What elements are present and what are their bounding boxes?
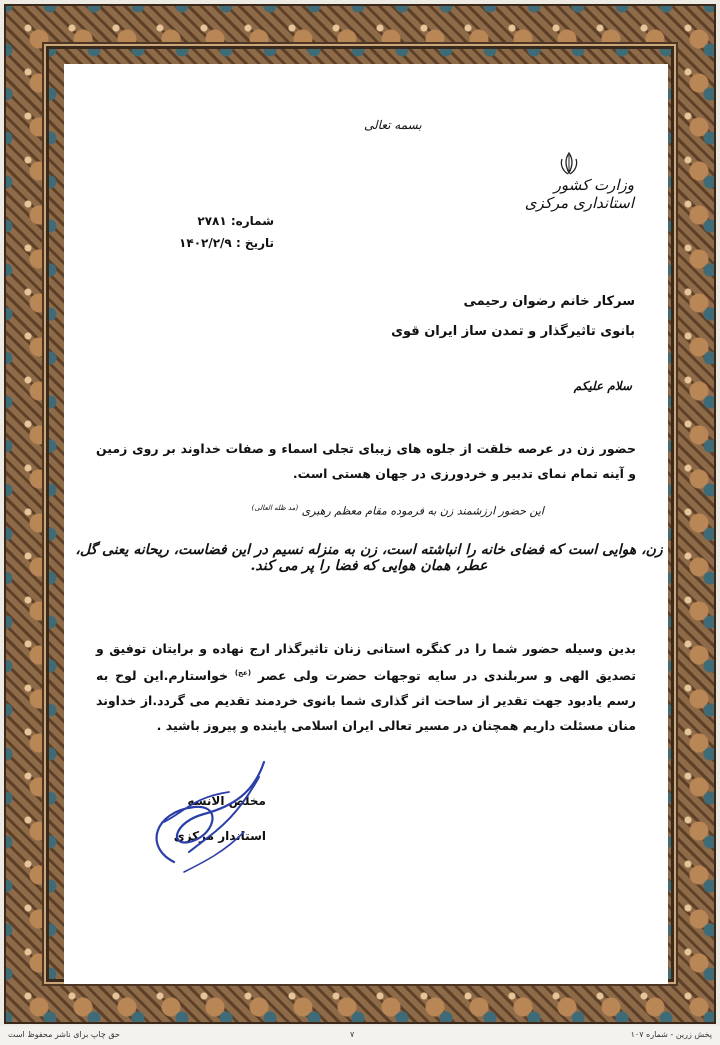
certificate-paper — [64, 64, 668, 984]
footer-publisher: پخش زرین - شماره ۱۰۷ — [630, 1030, 712, 1039]
letter-number: شماره: ۲۷۸۱ — [197, 214, 274, 228]
paragraph2-part-b: خواستارم.این لوح به رسم یادبود جهت تقدیر از ساحت اثر گذاری شما بانوی خردمند تقدیم می گردد.از خداوند منان مسئلت داریم همچنان در مسیر تعالی ایران اسلامی پاینده و پیروز باشید . — [96, 668, 636, 734]
greeting: سلام علیکم — [573, 379, 632, 393]
footer-copyright: حق چاپ برای ناشر محفوظ است — [8, 1030, 120, 1039]
quote-introduction — [214, 504, 544, 518]
quote-intro-text: این حضور ارزشمند زن به فرموده مقام معظم رهبری — [301, 504, 544, 518]
quote-honorific: (مد ظله العالی) — [251, 504, 299, 512]
paragraph2-part-a: بدین وسیله حضور شما را در کنگره استانی زنان تاثیرگذار ارج نهاده و برایتان توفیق و تصدیق الهی و سربلندی در سایه توجهات حضرت ولی عصر — [96, 641, 636, 684]
footer-page-number: ۷ — [350, 1030, 355, 1039]
ministry-name: وزارت کشور — [553, 176, 634, 194]
handwritten-signature — [134, 752, 284, 882]
iran-emblem-icon — [556, 151, 582, 177]
body-paragraph-1: حضور زن در عرصه خلقت از جلوه های زیبای تجلی اسماء و صفات خداوند بر روی زمین و آینه تمام نمای تدبیر و خردورزی در جهان هستی است. — [96, 441, 636, 481]
body-paragraph-2 — [96, 636, 636, 738]
recipient-title: بانوی تاثیرگذار و تمدن ساز ایران قوی — [391, 324, 635, 339]
recipient-name: سرکار خانم رضوان رحیمی — [463, 294, 635, 309]
paragraph2-honorific: (عج) — [234, 669, 252, 677]
ornamental-frame — [4, 4, 716, 1024]
leader-quote: زن، هوایی است که فضای خانه را انباشته است، زن به منزله نسیم در این فضاست، ریحانه یعنی گل، عطر، همان هوایی که فضا را پر می کند. — [75, 542, 663, 574]
print-footer — [0, 1026, 720, 1045]
signatory-title: استاندار مرکزی — [173, 829, 266, 843]
opening-invocation: بسمه تعالی — [364, 118, 422, 132]
letter-date: تاریخ : ۱۴۰۲/۲/۹ — [179, 236, 274, 250]
governorate-name: استانداری مرکزی — [524, 194, 634, 212]
ministry-heading — [504, 176, 634, 212]
signatory-closing: مخلص الانسه — [187, 794, 266, 808]
